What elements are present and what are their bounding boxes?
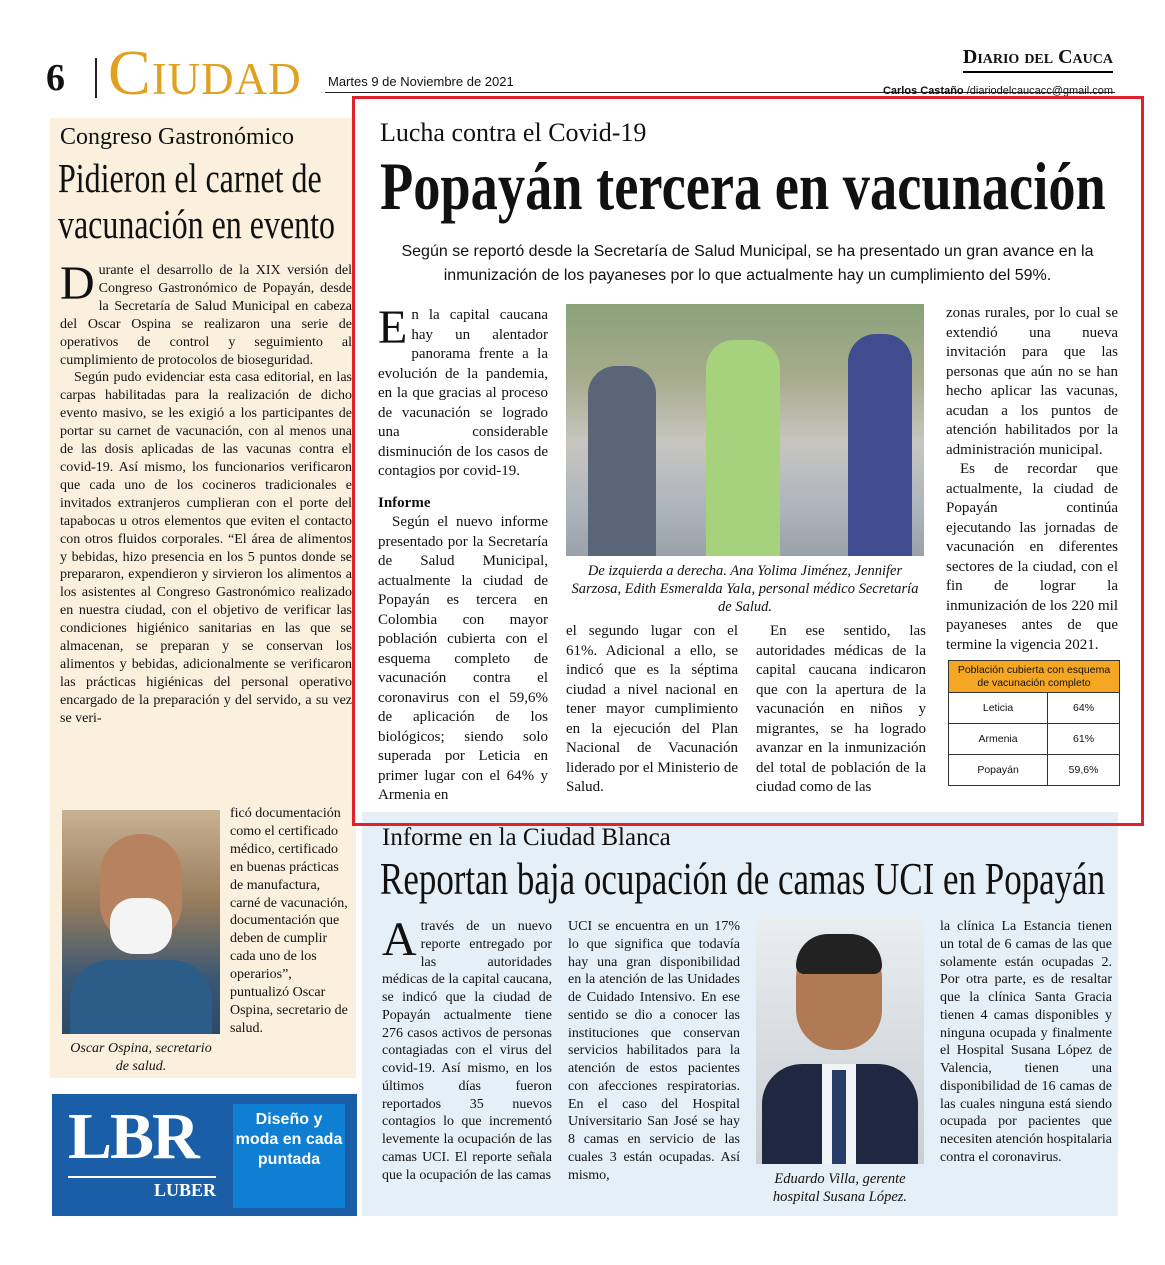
photo-caption: Eduardo Villa, gerente hospital Susana López. <box>772 1171 908 1206</box>
vaccination-table <box>948 660 1120 786</box>
dropcap: A <box>382 913 417 966</box>
paragraph: el segundo lugar con el 61%. Adicional a ello, se indicó que es la séptima ciudad a nivel nacional en tener mayor cumplimiento en la ejecución del Plan Nacional de Vacunación liderado por el Ministerio de Salud. <box>566 623 738 795</box>
left-article-headline: Pidieron el carnet de vacunación en evento <box>58 155 336 247</box>
paragraph: Según pudo evidenciar esta casa editorial, en las carpas habilitadas para la realización de dicho evento masivo, se les exigió a los participantes de portar su carnet de vacunación, con al menos una de las dosis aplicadas de las vacunas contra el covid-19. Así mismo, los funcionarios verificaron que cada uno de los cocineros tradicionales e invitados extranjeros cumplieran con el porte del tapabocas u otros elementos que eviten el contacto con otros fluidos corporales. “El área de alimentos y bebidas, hizo presencia en los 5 puntos donde se prepararon, expendieron y sirvieron los alimentos a los asistentes al Congreso Gastronómico realizado en nuestra ciudad, con el objetivo de verificar las condiciones higiénico sanitarias en las que se almacenan, se preparan y se conservan los alimentos y bebidas, adicionalmente se verificaron las prácticas higiénicas del personal operativo encargado de la preparación y del servido, a su vez se veri- <box>60 370 352 726</box>
table-row <box>949 724 1120 755</box>
table-row <box>949 755 1120 786</box>
ad-tagline: Diseño y moda en cada puntada <box>233 1104 345 1208</box>
newspaper-name: Diario del Cauca <box>963 46 1113 73</box>
main-article-col-3 <box>756 622 926 798</box>
bottom-article-col-3: la clínica La Estancia tienen un total de 6 camas de las que solamente están ocupadas 2. Por otra parte, es de resaltar que la clínica Santa Gracia tienen 4 camas disponibles y ninguna ocupada y finalmente el Hospital Susana López de Valencia, tienen una disponibilidad de 16 camas de las cuales ninguna está siendo ocupada por pacientes que necesiten atención hospitalaria contra el coronavirus. <box>940 919 1112 1165</box>
paragraph: través de un nuevo reporte entregado por las autoridades médicas de la capital caucana, se indicó que la ciudad de Popayán actualmente tiene 276 casos activos de personas contagiadas con el virus del covid-19. Así mismo, en los últimos días fueron reportados 35 nuevos contagios lo que incrementó levemente la ocupación de las camas UCI. El reporte señala que la ocupación de las camas <box>382 919 552 1183</box>
left-article-body <box>60 257 352 728</box>
paragraph: n la capital caucana hay un alentador panorama frente a la evolución de la pandemia, en la que gracias al proceso de vacunación se logrado una considerable disminución de los casos de contagios por covid-19. <box>378 307 548 479</box>
photo-eduardo-villa <box>756 916 924 1164</box>
table-cell-city: Leticia <box>949 693 1048 724</box>
main-article-subheadline: Según se reportó desde la Secretaría de Salud Municipal, se ha presentado un gran avance en la inmunización de los payaneses por lo que actualmente hay un cumplimiento del 59%. <box>401 243 1094 284</box>
dropcap: D <box>60 257 95 310</box>
header-divider <box>95 58 97 98</box>
photo-caption: De izquierda a derecha. Ana Yolima Jiménez, Jennifer Sarzosa, Edith Esmeralda Yala, personal médico Secretaría de Salud. <box>571 563 919 616</box>
ad-logo: LBR <box>68 1100 198 1173</box>
subhead: Informe <box>378 494 431 511</box>
issue-date: Martes 9 de Noviembre de 2021 <box>328 74 514 89</box>
paragraph: urante el desarrollo de la XIX versión del Congreso Gastronómico de Popayán, desde la Secretaría de Salud Municipal en cabeza del Oscar Ospina se realizaron una serie de operativos de control y seguimiento al cumplimiento de protocolos de bioseguridad. <box>60 263 352 368</box>
table-cell-city: Armenia <box>949 724 1048 755</box>
table-header: Población cubierta con esquema de vacunación completo <box>949 661 1120 693</box>
table-cell-value: 64% <box>1048 693 1120 724</box>
main-article-kicker: Lucha contra el Covid-19 <box>380 118 647 147</box>
table-cell-value: 59,6% <box>1048 755 1120 786</box>
main-article-col-4 <box>946 304 1118 655</box>
paragraph: En ese sentido, las autoridades médicas de la capital caucana indicaron que con la apertura de la vacunación en niños y migrantes, se ha logrado avanzar en la inmunización del total de población de la ciudad como de las <box>756 623 926 795</box>
author-contact: /diariodelcaucacc@gmail.com <box>963 85 1113 97</box>
main-article-col-2 <box>566 622 738 798</box>
dropcap: E <box>378 301 408 354</box>
photo-oscar-ospina <box>62 810 220 1034</box>
bottom-article-headline: Reportan baja ocupación de camas UCI en Popayán <box>380 853 1106 904</box>
bottom-article-col-1 <box>382 913 552 1184</box>
table-cell-city: Popayán <box>949 755 1048 786</box>
photo-caption: Oscar Ospina, secretario de salud. <box>70 1041 212 1074</box>
table-row <box>949 693 1120 724</box>
left-article-continuation: ficó documentación como el certificado médico, certificado en buenas prácticas de manufactura, carné de vacunación, documentación que deben de cumplir cada uno de los operarios”, puntualizó Oscar Ospina, secretario de salud. <box>230 806 348 1036</box>
photo-medical-staff <box>566 304 924 556</box>
bottom-article-kicker: Informe en la Ciudad Blanca <box>382 824 671 851</box>
bottom-article-col-2: UCI se encuentra en un 17% lo que significa que todavía hay una gran disponibilidad en la atención de las Unidades de Cuidado Intensivo. En ese sentido se dio a conocer las instituciones que conservan servicios habilitados para la atención de estos pacientes con afecciones respiratorias. En el caso del Hospital Universitario San José se hay 8 camas en servicio de las cuales 3 están ocupadas. Así mismo, <box>568 919 740 1183</box>
page-number: 6 <box>46 57 65 99</box>
main-article-col-1 <box>378 301 548 806</box>
section-title: Ciudad <box>108 37 302 108</box>
paragraph: Según el nuevo informe presentado por la Secretaría de Salud Municipal, actualmente la ciudad de Popayán es tercera en Colombia con mayor población cubierta con el esquema completo de vacunación contra el coronavirus con el 59,6% de aplicación de los biológicos; siendo solo superada por Leticia en primer lugar con el 64% y Armenia en <box>378 514 548 803</box>
main-article-headline: Popayán tercera en vacunación <box>380 148 1106 224</box>
ad-brand: LUBER <box>68 1176 216 1201</box>
author-name: Carlos Castaño <box>882 85 964 97</box>
left-article-kicker: Congreso Gastronómico <box>60 124 294 150</box>
paragraph: zonas rurales, por lo cual se extendió una nueva invitación para que las personas que aún no se han hecho aplicar las vacunas, acudan a los puntos de atención habilitados por la administración municipal. <box>946 305 1118 458</box>
table-cell-value: 61% <box>1048 724 1120 755</box>
paragraph: Es de recordar que actualmente, la ciudad de Popayán continúa ejecutando las jornadas de vacunación en diferentes sectores de la ciudad, con el fin de lograr la inmunización de los 220 mil payaneses antes de que termine la vigencia 2021. <box>946 461 1118 653</box>
